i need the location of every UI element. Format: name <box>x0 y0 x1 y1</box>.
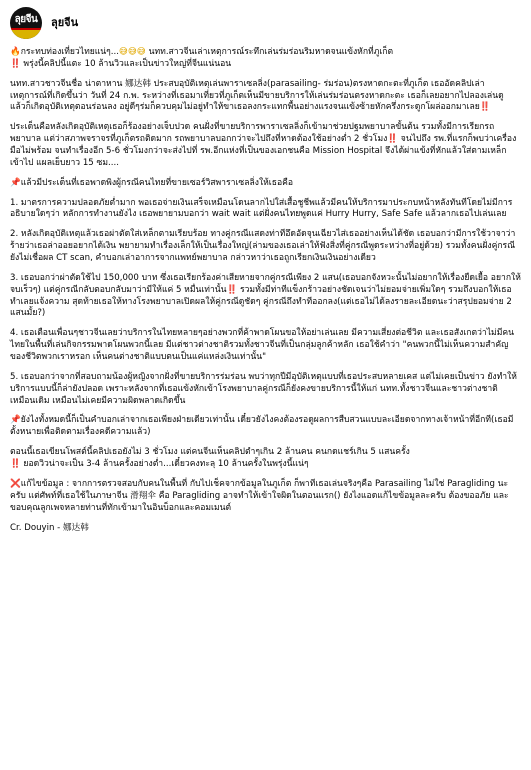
page-name[interactable]: ลุยจีน <box>51 16 79 30</box>
cross-mark-icon: ❌ <box>10 478 21 489</box>
story-text: นทท.สาวชาวจีนชื่อ น่าตาหาน 娜达韩 ประสบอุบัติเหตุเล่นพาราเซลลิ่ง(parasailing- ร่มร่อน)ตรงหาดกะตะที่ภูเก็ต เธออัดคลิปเล่าเหตุการณ์ที่เกิดขึ้นว่า วันที่ 24 ก.พ. ระหว่างที่เธอมาเที่ยวที่ภูเก็ตเห็นมีขายบริการให้เล่นร่มร่อนตรงหาดกะตะ เธอก็เลยอยากไปลองเล่นดู แล้วก็เกิดอุบัติเหตุตอนร่อนลง อยู่ดีๆร่มก็ควบคุมไม่อยู่ทำให้ขาเธอลงกระแทกพื้นอย่างแรงจนแข้งซ้ายหักครึ่งกระดูกโผล่ออกมาเลย <box>10 78 504 113</box>
page-avatar[interactable] <box>10 7 42 39</box>
post-paragraph-points-header <box>10 178 521 190</box>
avatar-text: ลุยจีน <box>14 14 38 26</box>
fire-icon: 🔥 <box>10 47 21 57</box>
stats-text-b: ยอดวิวน่าจะเป็น 3-4 ล้านครั้งอย่างต่ำ...เดี๋ยวคงทะลุ 10 ล้านครั้งในพรุ่งนี้แน่ๆ <box>20 459 309 470</box>
double-exclamation-icon: ‼️ <box>479 102 491 113</box>
disclaimer-text: ยังไงทั้งหมดนี้ก็เป็นคำบอกเล่าจากเธอเพียงฝ่ายเดียวเท่านั้น เดี๋ยวยังไงคงต้องรอดูผลการสืบสวนแบบละเอียดจากทางเจ้าหน้าที่อีกที(เธอมีตั้งหนายเพื่อติดตามเรื่องคดีความแล้ว) <box>10 415 514 438</box>
post-paragraph-stats <box>10 447 521 471</box>
post-paragraph-intro <box>10 47 521 71</box>
post-paragraph-disclaimer <box>10 415 521 439</box>
double-exclamation-icon: ‼️ <box>10 459 21 470</box>
stats-text-a: ตอนนี้เธอเขียนโพสต์นี้คลิปเธอยังไม่ 3 ชั่วโมง แต่คนจีนเห็นคลิปตำๆเกิน 2 ล้านคน คนกดแชร์เกิน 5 แสนครั้ง <box>10 447 410 458</box>
pin-icon: 📌 <box>10 415 21 426</box>
post-body <box>10 47 521 534</box>
smile-icons: 😅😅😅 <box>119 47 146 57</box>
double-exclamation-icon: ‼️ <box>387 134 399 145</box>
post-point-1: 1. มาตรการความปลอดภัยต่ำมาก พอเธอจ่ายเงินเสร็จเหมือนโดนลากไปใส่เสื้อชูชีพแล้วมีคนให้บริการมาประกบหน้าหลังทันทีโดยไม่มีการอธิบายใดๆว่า หลักการทำงานยังไง เธอพยายามบอกว่า wait wait แต่ฝั่งคนไทยพูดแค่ Hurry Hurry, Safe Safe แล้วลากเธอไปเล่นเลย <box>10 197 513 220</box>
double-exclamation-icon: ‼️ <box>10 58 21 69</box>
double-exclamation-icon: ‼️ <box>226 284 238 295</box>
issue-text-a: ประเด็นคือหลังเกิดอุบัติเหตุเธอก็ร้องอย่างเจ็บปวด คนฝั่งที่ขายบริการพาราเซลลิ่งก็เข้ามาช่วยปฐมพยาบาลขั้นต้น รวมทั้งมีการเรียกรถพยาบาล แต่ว่าสภาพจราจรที่ภูเก็ตรถติดมาก รถพยาบาลบอกกว่าจะไปถึงที่หาดต้องใช้อย่างต่ำ 2 ชั่วโมง <box>10 122 495 145</box>
post-paragraph-correction <box>10 479 521 515</box>
pin-icon: 📌 <box>10 177 21 188</box>
intro-text-b: นทท.สาวจีนเล่าเหตุการณ์ระทึกเล่นร่มร่อนริมหาดจนแข้งหักที่ภูเก็ต <box>145 47 394 57</box>
points-header-text: แล้วมีประเด็นที่เธอพาดพิงผู้กรณีคนไทยที่ขายเซอร์วิสพาราเซลลิ่งให้เธอคือ <box>20 177 294 188</box>
post-credit: Cr. Douyin - 娜达韩 <box>10 522 89 533</box>
point-3-text-b: รวมทั้งมีท่าทีแข็งกร้าวอย่างชัดเจนว่าไม่ยอมจ่ายเพิ่มใดๆ รวมถึงบอกให้เธอทำเลยแจ้งความ สุดท้ายเธอให้ทางโรงพยาบาลเปิดผลให้คู่กรณีดูชัดๆ คู่กรณีถึงทำทีออกลง(แต่เธอไม่ได้ลงรายละเอียดนะว่าสรุปยอมจ่าย 2 แสนมั้ย?) <box>10 284 512 319</box>
post-point-4: 4. เธอเตือนเพื่อนๆชาวจีนเลยว่าบริการในไทยหลายๆอย่างพวกที่ค้าพาดโผนขอให้อย่าเล่นเลย มีความเสี่ยงต่อชีวิต และเธอสังเกตว่าไม่มีคนไทยในพื้นที่เล่นกิจกรรมพาดโผนพวกนี้เลย มีแต่ชาวต่างชาติรวมทั้งชาวจีนที่เป็นกลุ่มลูกค้าหลัก เธอใช้คำว่า "คนพวกนี้ไม่เห็นความสำคัญของชีวิตพวกเราหรอก เห็นคนต่างชาติแบบตนเป็นแค่แหล่งเงินเท่านั้น" <box>10 328 515 363</box>
intro-text-a: กระทบท่องเที่ยวไทยแน่ๆ... <box>20 47 119 57</box>
avatar-band <box>10 30 42 39</box>
intro-text-c: พรุ่งนี้คลิปนี้แตะ 10 ล้านวิวและเป็นข่าวใหญ่ที่จีนแน่นอน <box>20 58 232 69</box>
post-paragraph-issue <box>10 122 521 169</box>
post-point-5: 5. เธอบอกว่าจากที่สอบถามน้องผู้หญิงจากฝั่งที่ขายบริการร่มร่อน พบว่าทุกปีมีอุบัติเหตุแบบที่เธอประสบหลายเคส แต่ไม่เคยเป็นข่าว ยังทำให้บริการแบบนี้ก็ล่ายังปลอด เพราะหลังจากที่เธอแข้งหักเข้าโรงพยาบาลคู่กรณีก็ยังคงขายบริการนี้ให้แก่ นทท.ทั้งชาวจีนและชาวต่างชาติเหมือนเดิม เหมือนไม่เคยมีความผิดพลาดเกิดขึ้น <box>10 371 517 406</box>
point-3-text-a: 3. เธอบอกว่าผ่าตัดใช้ไป 150,000 บาท ซึ่งเธอเรียกร้องค่าเสียหายจากคู่กรณีเพียง 2 แสน(เธอบอกจังหวะนั้นไม่อยากให้เรื่องยืดเยื้อ อยากให้จบเร็วๆ) แต่คู่กรณีกลับตอบกลับมาว่ามีให้แค่ 5 หมื่นเท่านั้น <box>10 272 521 295</box>
issue-text-b: จนไปถึง รพ.ที่แรกก็พบว่าเครื่องมือไม่พร้อม จนทำเรื่องอีก 5-6 ชั่วโมงกว่าจะส่งไปที่ รพ.อีกแห่งที่เป็นของเอกชนคือ Mission Hospital จึงได้ผ่าแข้งที่หักแล้วใส่ตามเหล็กเข้าไป แผลเย็บยาว 15 ซม.... <box>10 134 517 168</box>
post-paragraph-story <box>10 79 521 115</box>
post-point-2: 2. หลังเกิดอุบัติเหตุแล้วเธอผ่าตัดใส่เหล็กตามเรียบร้อย ทางคู่กรณีแสดงท่าทีอึดอัดจุนเฉียวไส่เธออย่างเห็นได้ชัด เธอบอกว่ามีการใช้วาจาว่าร้ายว่าเธอล่าออยอยากได้เงิน พยายามทำเรื่องเล็กให้เป็นเรื่องใหญ่(ล่ามของเธอเล่าให้ฟังสิ่งที่คู่กรณีพูดระหว่างที่อยู่ด้วย) รวมทั้งคนฝั่งคู่กรณียังไม่เชื่อผล CT scan, คำบอกเล่าอาการจากแพทย์พยาบาล กล่าวหาว่าเธอถูกเรียกเงินเงินอย่างเดียว <box>10 229 516 264</box>
post-point-3 <box>10 273 521 320</box>
post-header <box>10 7 521 39</box>
correction-text: แก้ไขข้อมูล : จากการตรวจสอบกับคนในพื้นที่ กับไปเช็คจากข้อมูลในภูเก็ต ก็พาทีเธอเล่นจริงๆคือ Parasailing ไม่ใช่ Paragliding นะครับ แต่ศัพท์ที่เธอใช้ในภาษาจีน 滑翔伞 คือ Paragliding อาจทำให้เข้าใจผิดในตอนแรก() ยังไงแอดแก้ไขข้อมูลละครับ ต้องขออภัย และขอบคุณลูกเพจหลายท่านที่ทักเข้ามาในอินบ็อกและคอมเมนต์ <box>10 478 509 513</box>
